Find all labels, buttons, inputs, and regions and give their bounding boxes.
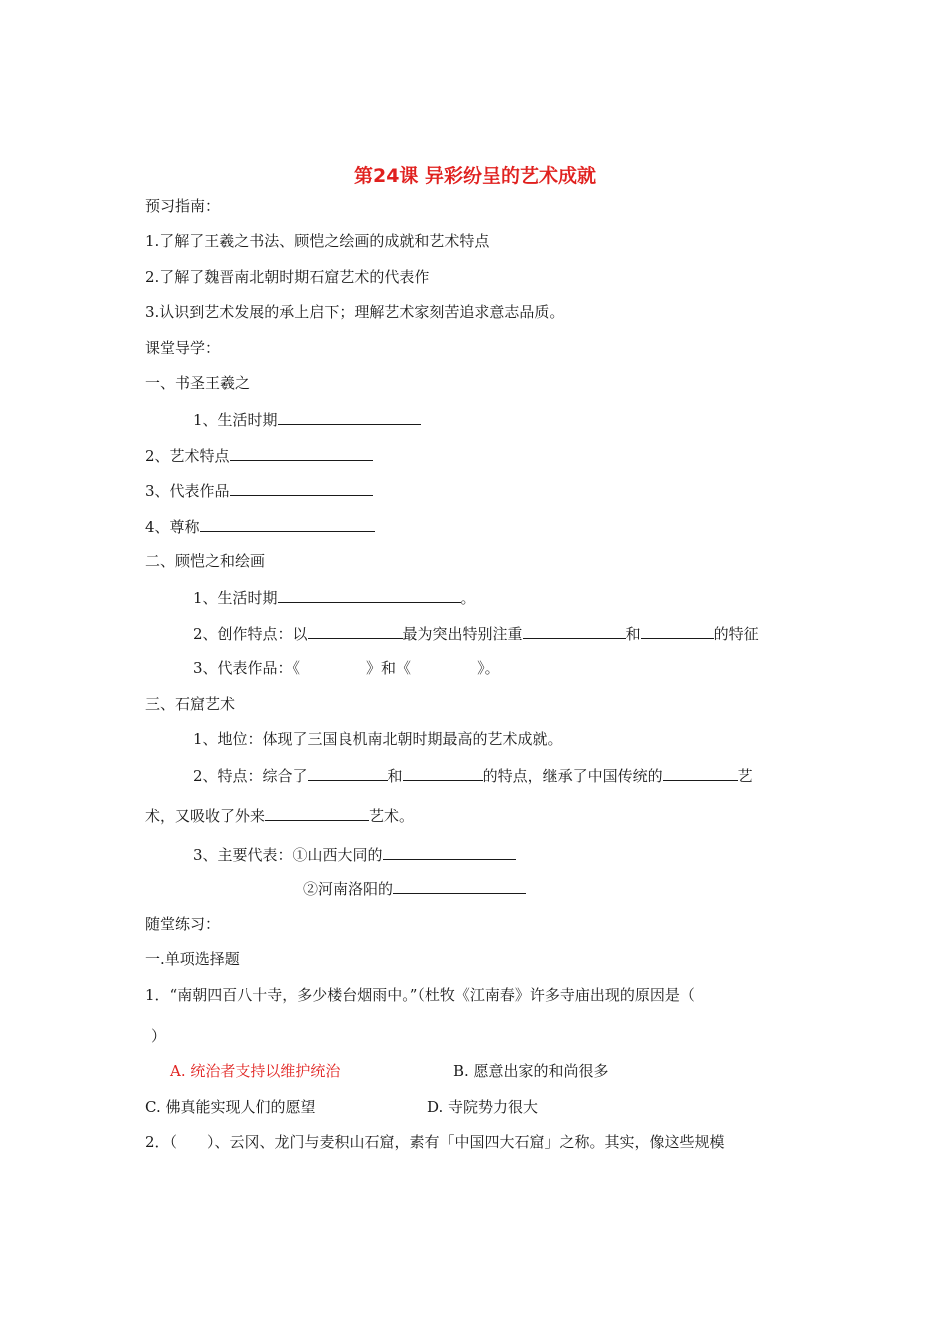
answer-blank[interactable]: [230, 480, 373, 496]
answer-blank[interactable]: [663, 765, 738, 781]
line-label: 4、尊称: [145, 518, 200, 536]
fill-in-line: [193, 409, 421, 430]
line-label: 3、代表作品：《: [193, 659, 301, 677]
line-text: 的特征: [713, 625, 759, 643]
answer-blank[interactable]: [265, 805, 369, 821]
option-c[interactable]: C. 佛真能实现人们的愿望: [145, 1098, 316, 1116]
answer-blank[interactable]: [308, 765, 388, 781]
answer-blank[interactable]: [230, 445, 373, 461]
option-a[interactable]: A. 统治者支持以维护统治: [170, 1062, 341, 1080]
fill-in-line: [193, 658, 500, 678]
fill-in-line: [145, 805, 414, 826]
option-d[interactable]: D. 寺院势力很大: [427, 1098, 539, 1116]
fill-in-line: [145, 480, 373, 501]
answer-blank[interactable]: [200, 516, 375, 532]
section-heading: 一、书圣王羲之: [145, 374, 251, 392]
line-label: 2、艺术特点: [145, 447, 230, 465]
line-label: ②河南洛阳的: [303, 880, 394, 898]
preview-heading: 预习指南：: [145, 197, 221, 215]
preview-item: 2.了解了魏晋南北朝时期石窟艺术的代表作: [145, 268, 430, 286]
question-stem-tail: ）: [151, 1027, 167, 1045]
line-label: 3、代表作品: [145, 482, 230, 500]
answer-blank[interactable]: [278, 587, 461, 603]
page-title: 第24课 异彩纷呈的艺术成就: [353, 165, 597, 187]
option-b[interactable]: B. 愿意出家的和尚很多: [453, 1062, 609, 1080]
fill-in-line: [193, 587, 476, 608]
line-label: 2、创作特点：以: [193, 625, 308, 643]
line-text: 艺: [737, 767, 753, 785]
answer-blank[interactable]: [383, 844, 516, 860]
line-text: 和: [387, 767, 403, 785]
question-stem: 2．（ ）、云冈、龙门与麦积山石窟，素有「中国四大石窟」之称。其实，像这些规模: [145, 1133, 725, 1151]
fill-in-line: [145, 445, 373, 466]
line-label: 1、生活时期: [193, 411, 278, 429]
fill-in-line: [303, 878, 526, 899]
answer-blank[interactable]: [403, 765, 483, 781]
fill-in-line: [193, 623, 759, 644]
line-text: 最为突出特别注重: [402, 625, 523, 643]
line-label: 3、主要代表：①山西大同的: [193, 846, 383, 864]
text-line: 1、地位：体现了三国良机南北朝时期最高的艺术成就。: [193, 730, 563, 748]
fill-in-line: [193, 844, 516, 865]
line-label: 2、特点：综合了: [193, 767, 308, 785]
line-text: 艺术。: [369, 807, 415, 825]
fill-in-line: [193, 765, 753, 786]
answer-blank[interactable]: [393, 878, 526, 894]
fill-in-line: [145, 516, 375, 537]
preview-item: 3.认识到艺术发展的承上启下；理解艺术家刻苦追求意志品质。: [145, 303, 565, 321]
single-choice-heading: 一.单项选择题: [145, 950, 240, 968]
class-heading: 课堂导学：: [145, 339, 221, 357]
answer-blank[interactable]: [278, 409, 421, 425]
line-text: 》。: [477, 659, 500, 677]
question-stem: 1．“南朝四百八十寺，多少楼台烟雨中。”（杜牧《江南春》许多寺庙出现的原因是（: [145, 986, 695, 1004]
line-suffix: 。: [460, 589, 476, 607]
answer-blank[interactable]: [523, 623, 626, 639]
line-label: 1、生活时期: [193, 589, 278, 607]
section-heading: 三、石窟艺术: [145, 695, 236, 713]
section-heading: 二、顾恺之和绘画: [145, 552, 266, 570]
line-text: 的特点，继承了中国传统的: [482, 767, 663, 785]
preview-item: 1.了解了王羲之书法、顾恺之绘画的成就和艺术特点: [145, 232, 490, 250]
line-text: 和: [625, 625, 641, 643]
practice-heading: 随堂练习：: [145, 915, 221, 933]
answer-blank[interactable]: [308, 623, 403, 639]
line-text: 》和《: [366, 659, 412, 677]
line-text: 术，又吸收了外来: [145, 807, 266, 825]
answer-blank[interactable]: [641, 623, 714, 639]
